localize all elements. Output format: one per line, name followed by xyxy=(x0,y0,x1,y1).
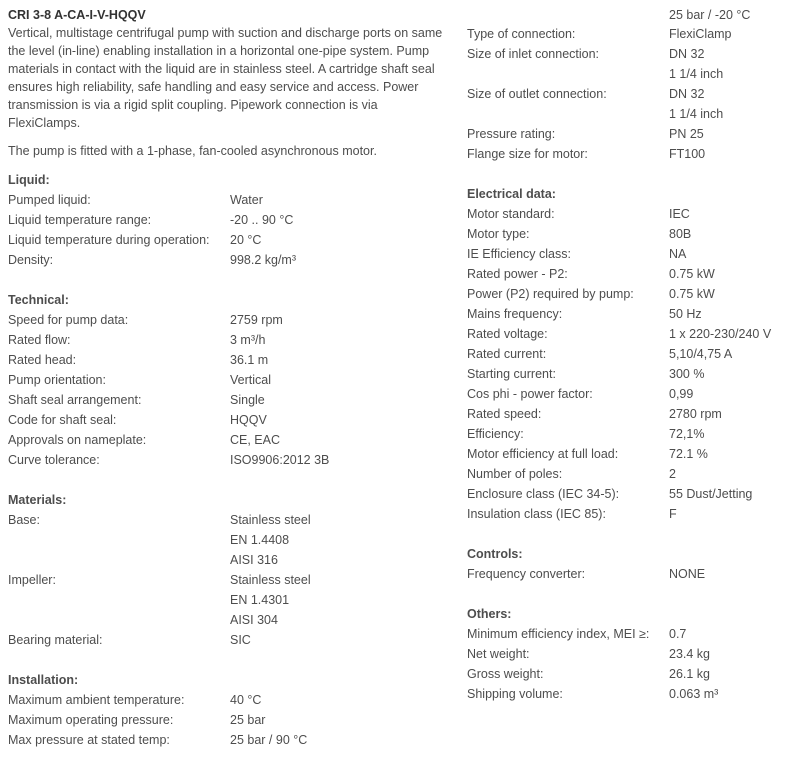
spec-value: 26.1 kg xyxy=(669,667,711,681)
spec-row xyxy=(467,644,787,664)
spec-value: Stainless steel xyxy=(230,573,311,587)
spec-row xyxy=(467,564,787,584)
spec-row xyxy=(467,464,787,484)
spec-value: 0.7 xyxy=(669,627,687,641)
spec-row xyxy=(8,450,453,470)
spec-label: Maximum ambient temperature: xyxy=(8,693,185,707)
spec-label: Rated current: xyxy=(467,347,547,361)
spec-value: 72.1 % xyxy=(669,447,708,461)
spacer xyxy=(8,270,453,290)
spec-row xyxy=(467,44,787,64)
spec-label: Base: xyxy=(8,513,40,527)
section-installation-continued xyxy=(467,6,787,164)
spec-value: EN 1.4301 xyxy=(230,593,290,607)
spec-row xyxy=(8,210,453,230)
spec-row xyxy=(467,404,787,424)
spec-row xyxy=(8,590,453,610)
spec-label: Pressure rating: xyxy=(467,127,556,141)
section-controls xyxy=(467,544,787,584)
spec-row xyxy=(467,104,787,124)
spec-value: 40 °C xyxy=(230,693,262,707)
spec-value: FlexiClamp xyxy=(669,27,732,41)
spec-value: 25 bar / -20 °C xyxy=(669,8,751,22)
spec-row xyxy=(8,710,453,730)
section-heading: Electrical data: xyxy=(467,187,556,201)
spec-label: Efficiency: xyxy=(467,427,524,441)
section-technical xyxy=(8,290,453,470)
spec-label: Insulation class (IEC 85): xyxy=(467,507,606,521)
spec-label: Gross weight: xyxy=(467,667,544,681)
spec-label: Speed for pump data: xyxy=(8,313,129,327)
section-materials xyxy=(8,490,453,650)
spec-value: AISI 304 xyxy=(230,613,278,627)
spec-value: 0.75 kW xyxy=(669,287,715,301)
spec-value: 1 1/4 inch xyxy=(669,107,724,121)
spec-value: IEC xyxy=(669,207,690,221)
spec-value: 998.2 kg/m³ xyxy=(230,253,297,267)
spec-value: 5,10/4,75 A xyxy=(669,347,733,361)
spec-value: FT100 xyxy=(669,147,706,161)
spec-row xyxy=(467,144,787,164)
spec-label: Rated flow: xyxy=(8,333,71,347)
spec-label: Minimum efficiency index, MEI ≥: xyxy=(467,627,650,641)
spec-label: Pumped liquid: xyxy=(8,193,91,207)
spec-label: Bearing material: xyxy=(8,633,103,647)
spec-value: 0.063 m³ xyxy=(669,687,719,701)
product-title: CRI 3-8 A-CA-I-V-HQQV xyxy=(8,8,146,22)
spec-row xyxy=(8,250,453,270)
spec-label: Code for shaft seal: xyxy=(8,413,117,427)
spec-row xyxy=(467,224,787,244)
spec-label: Liquid temperature range: xyxy=(8,213,152,227)
spec-label: Rated head: xyxy=(8,353,77,367)
spec-value: 25 bar xyxy=(230,713,266,727)
spec-row xyxy=(467,384,787,404)
spec-row xyxy=(8,530,453,550)
spec-value: 2759 rpm xyxy=(230,313,283,327)
spec-value: 0.75 kW xyxy=(669,267,715,281)
section-heading: Liquid: xyxy=(8,173,50,187)
spec-label: Liquid temperature during operation: xyxy=(8,233,210,247)
spec-row xyxy=(467,244,787,264)
spec-row xyxy=(8,410,453,430)
spec-value: F xyxy=(669,507,677,521)
spec-row xyxy=(8,390,453,410)
section-heading: Others: xyxy=(467,607,512,621)
spec-label: Frequency converter: xyxy=(467,567,586,581)
spec-row xyxy=(467,364,787,384)
spec-row xyxy=(8,330,453,350)
spec-row xyxy=(467,304,787,324)
spec-value: Stainless steel xyxy=(230,513,311,527)
spec-row xyxy=(467,484,787,504)
section-heading: Controls: xyxy=(467,547,523,561)
spacer xyxy=(467,164,787,184)
spec-value: 2 xyxy=(669,467,676,481)
spec-value: 80B xyxy=(669,227,692,241)
spec-value: 1 1/4 inch xyxy=(669,67,724,81)
section-heading: Materials: xyxy=(8,493,67,507)
right-column xyxy=(467,6,787,704)
spec-row xyxy=(8,610,453,630)
left-column xyxy=(8,6,453,750)
spec-value: 0,99 xyxy=(669,387,694,401)
spec-row xyxy=(467,64,787,84)
spec-row xyxy=(467,344,787,364)
spec-label: Net weight: xyxy=(467,647,530,661)
spec-label: Pump orientation: xyxy=(8,373,106,387)
spec-label: Impeller: xyxy=(8,573,56,587)
section-liquid xyxy=(8,170,453,270)
spec-row xyxy=(467,84,787,104)
spec-row xyxy=(467,444,787,464)
product-description: Vertical, multistage centrifugal pump with suction and discharge ports on same the level (in-line) enabling installation in a horizontal one-pipe system. Pump materials in contact with the liquid are in stainless steel. A cartridge shaft seal ensures high reliability, safe handling and easy service and access. Power transmission is via a rigid split coupling. Pipework connection is via FlexiClamps. xyxy=(8,26,443,130)
spec-label: Shipping volume: xyxy=(467,687,563,701)
spec-value: HQQV xyxy=(230,413,267,427)
spec-row xyxy=(467,324,787,344)
spec-label: Rated power - P2: xyxy=(467,267,568,281)
spec-label: Shaft seal arrangement: xyxy=(8,393,142,407)
spec-value: 25 bar / 90 °C xyxy=(230,733,308,747)
motor-note: The pump is fitted with a 1-phase, fan-cooled asynchronous motor. xyxy=(8,144,377,158)
spec-value: DN 32 xyxy=(669,47,705,61)
section-heading: Technical: xyxy=(8,293,69,307)
spacer xyxy=(8,470,453,490)
spec-label: Cos phi - power factor: xyxy=(467,387,593,401)
spec-row xyxy=(8,630,453,650)
spec-row xyxy=(467,6,787,24)
spec-value: 23.4 kg xyxy=(669,647,711,661)
spec-label: Motor efficiency at full load: xyxy=(467,447,619,461)
spec-value: 20 °C xyxy=(230,233,262,247)
spec-row xyxy=(8,310,453,330)
spec-label: Mains frequency: xyxy=(467,307,563,321)
spacer xyxy=(467,584,787,604)
section-electrical xyxy=(467,184,787,524)
spec-value: Vertical xyxy=(230,373,271,387)
spec-row xyxy=(467,204,787,224)
spec-value: NA xyxy=(669,247,687,261)
spec-label: Motor type: xyxy=(467,227,530,241)
spec-value: Single xyxy=(230,393,265,407)
spec-label: Motor standard: xyxy=(467,207,555,221)
spec-label: Density: xyxy=(8,253,54,267)
spec-label: Enclosure class (IEC 34-5): xyxy=(467,487,620,501)
spec-value: ISO9906:2012 3B xyxy=(230,453,330,467)
spec-row xyxy=(467,424,787,444)
spec-row xyxy=(8,350,453,370)
spec-value: 300 % xyxy=(669,367,705,381)
spec-row xyxy=(8,510,453,530)
spec-label: Rated voltage: xyxy=(467,327,548,341)
spec-value: -20 .. 90 °C xyxy=(230,213,294,227)
spec-value: AISI 316 xyxy=(230,553,278,567)
spec-value: 50 Hz xyxy=(669,307,702,321)
spec-value: 3 m³/h xyxy=(230,333,266,347)
spec-row xyxy=(8,570,453,590)
spec-label: IE Efficiency class: xyxy=(467,247,571,261)
spec-value: EN 1.4408 xyxy=(230,533,290,547)
spec-value: SIC xyxy=(230,633,251,647)
spec-label: Flange size for motor: xyxy=(467,147,588,161)
spec-value: 55 Dust/Jetting xyxy=(669,487,753,501)
spec-value: NONE xyxy=(669,567,706,581)
spec-label: Approvals on nameplate: xyxy=(8,433,147,447)
spacer xyxy=(467,524,787,544)
spec-value: 2780 rpm xyxy=(669,407,722,421)
spacer xyxy=(8,650,453,670)
spec-row xyxy=(8,690,453,710)
spec-row xyxy=(8,230,453,250)
spec-label: Size of outlet connection: xyxy=(467,87,607,101)
spec-label: Type of connection: xyxy=(467,27,576,41)
spec-row xyxy=(467,24,787,44)
spec-label: Number of poles: xyxy=(467,467,563,481)
section-heading: Installation: xyxy=(8,673,79,687)
section-others xyxy=(467,604,787,704)
spec-value: DN 32 xyxy=(669,87,705,101)
spec-value: Water xyxy=(230,193,263,207)
spacer xyxy=(8,160,453,170)
spacer xyxy=(8,132,453,142)
spec-label: Power (P2) required by pump: xyxy=(467,287,634,301)
spec-row xyxy=(8,730,453,750)
spec-value: PN 25 xyxy=(669,127,704,141)
spec-row xyxy=(467,124,787,144)
spec-row xyxy=(467,684,787,704)
spec-label: Starting current: xyxy=(467,367,556,381)
spec-row xyxy=(467,664,787,684)
section-installation xyxy=(8,670,453,750)
spec-row xyxy=(8,190,453,210)
spec-row xyxy=(8,550,453,570)
spec-value: 72,1% xyxy=(669,427,705,441)
spec-row xyxy=(467,284,787,304)
spec-label: Size of inlet connection: xyxy=(467,47,600,61)
spec-label: Maximum operating pressure: xyxy=(8,713,174,727)
spec-label: Max pressure at stated temp: xyxy=(8,733,170,747)
spec-label: Curve tolerance: xyxy=(8,453,100,467)
spec-value: CE, EAC xyxy=(230,433,281,447)
spec-row xyxy=(8,370,453,390)
spec-row xyxy=(467,264,787,284)
spec-value: 1 x 220-230/240 V xyxy=(669,327,772,341)
spec-row xyxy=(8,430,453,450)
spec-row xyxy=(467,504,787,524)
spec-label: Rated speed: xyxy=(467,407,542,421)
spec-row xyxy=(467,624,787,644)
spec-value: 36.1 m xyxy=(230,353,269,367)
